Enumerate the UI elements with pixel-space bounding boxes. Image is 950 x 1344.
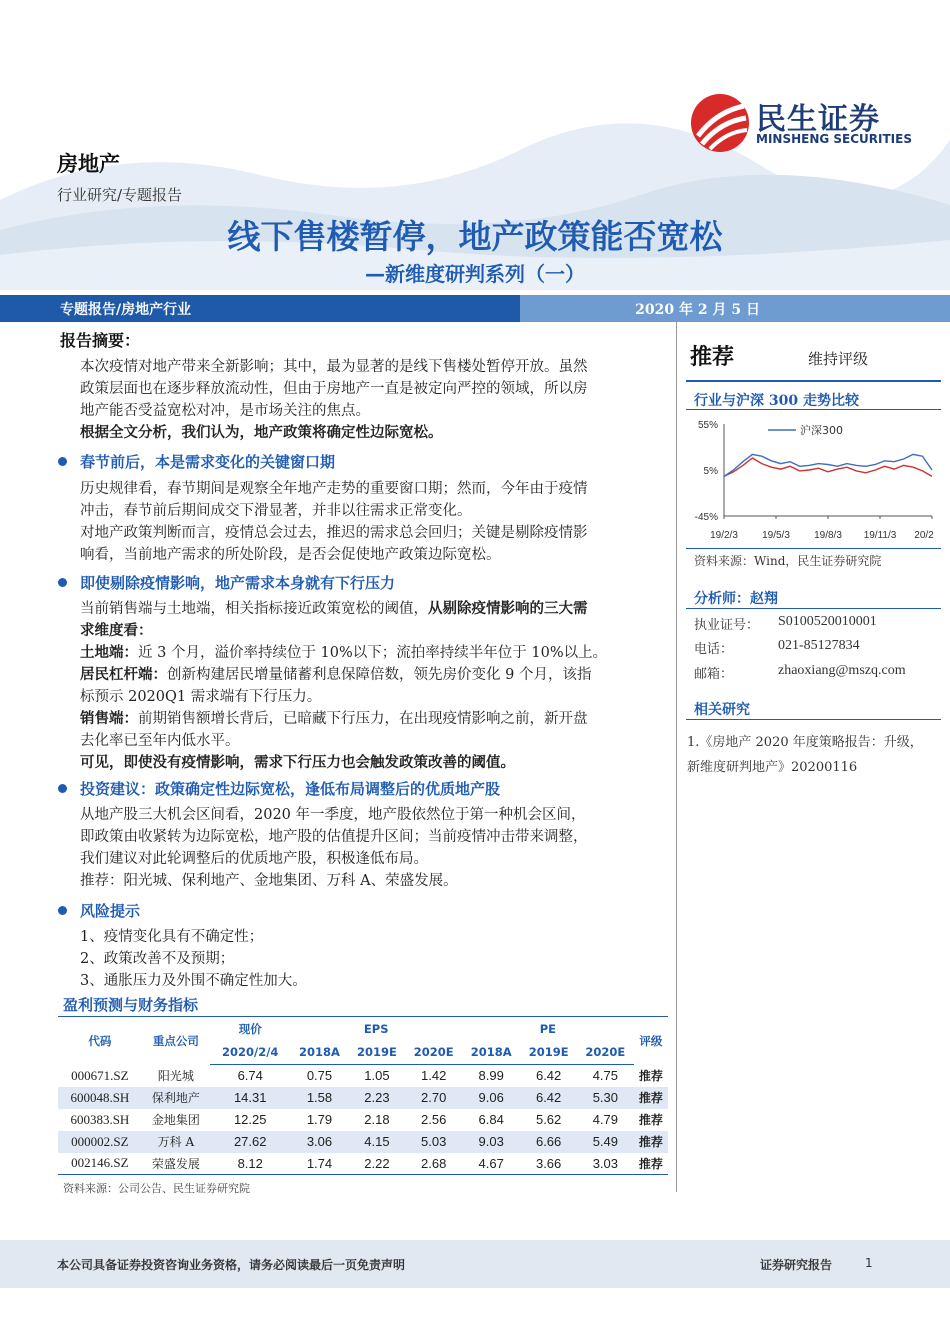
table-cell: 万科 A	[142, 1131, 210, 1153]
summary-heading: 报告摘要：	[60, 331, 141, 350]
section-3-title: 投资建议：政策确定性边际宽松，逢低布局调整后的优质地产股	[80, 780, 501, 798]
table-cell: 2.56	[421, 1112, 447, 1127]
summary-conclusion: 根据全文分析，我们认为，地产政策将确定性边际宽松。	[80, 424, 443, 441]
section-3-body: 从地产股三大机会区间看，2020 年一季度，地产股依然位于第一种机会区间， 即政策由收紧转为边际宽松，地产股的估值提升区间；当前疫情冲击带来调整， 我们建议对此轮调整后的优质地产股，积极逢低布局。 推荐：阳光城、保利地产、金地集团、万科 A、荣盛发展。	[80, 807, 588, 889]
table-cell: 推荐	[634, 1131, 668, 1153]
table-cell: 9.06	[462, 1087, 520, 1109]
report-title: 线下售楼暂停，地产政策能否宽松	[227, 217, 723, 256]
table-cell: 2.23	[349, 1087, 406, 1109]
column-divider	[676, 322, 677, 1192]
bullet-icon	[58, 784, 67, 793]
table-cell: 600383.SH	[70, 1111, 130, 1127]
x-tick-label: 19/5/3	[762, 530, 790, 541]
report-subtitle: —新维度研判系列（一）	[365, 262, 585, 286]
table-cell: 6.84	[478, 1112, 504, 1127]
table-row	[58, 1087, 668, 1109]
table-cell: 推荐	[634, 1087, 668, 1109]
table-cell: 阳光城	[157, 1069, 194, 1083]
list-item: 3、通胀压力及外围不确定性加大。	[80, 973, 307, 989]
table-cell: 保利地产	[142, 1087, 210, 1109]
table-cell: 1.74	[290, 1153, 348, 1175]
report-date: 2020 年 2 月 5 日	[635, 302, 760, 318]
table-cell: 荣盛发展	[142, 1153, 210, 1175]
table-cell: 6.42	[520, 1087, 577, 1109]
section-2-body: 当前销售端与土地端，相关指标接近政策宽松的阈值，从剔除疫情影响的三大需 求维度看： 土地端：近 3 个月，溢价率持续位于 10%以下；流拍率持续半年位于 10%以上。 居民杠杆端：创新构建居民增量储蓄利息保障倍数，领先房价变化 9 个月，该指 标预示 2020Q1 需求端有下行压力。 销售端：前期销售额增长背后，已暗藏下行压力，在出现疫情影响之前，新开盘 去化率已至年内低水平。 可见，即使没有疫情影响，需求下行压力也会触发政策改善的阈值。	[80, 600, 608, 771]
section-4-title: 风险提示	[80, 902, 141, 920]
table-cell: 5.49	[577, 1131, 634, 1153]
table-row	[58, 1131, 668, 1153]
table-cell: 3.66	[520, 1153, 577, 1175]
table-cell: 4.75	[592, 1068, 619, 1084]
col-company: 重点公司	[142, 1017, 210, 1065]
table-cell: 4.79	[592, 1112, 619, 1127]
col-eps: EPS	[290, 1017, 462, 1041]
table-cell: 27.62	[210, 1131, 290, 1153]
logo-text-en: MINSHENG SECURITIES	[756, 132, 912, 146]
trend-chart	[686, 414, 942, 546]
table-cell: 2.68	[405, 1153, 462, 1175]
list-item: 1、疫情变化具有不确定性；	[80, 929, 264, 945]
related-heading: 相关研究	[694, 702, 750, 718]
footer-disclaimer: 本公司具备证券投资咨询业务资格，请务必阅读最后一页免责声明	[57, 1258, 406, 1272]
col-rating: 评级	[634, 1017, 668, 1065]
table-cell: 14.31	[210, 1087, 290, 1109]
table-cell: 推荐	[634, 1153, 668, 1175]
bullet-icon	[58, 578, 67, 587]
table-cell: 600048.SH	[58, 1087, 142, 1109]
col-price: 现价	[210, 1017, 290, 1041]
table-cell: 1.58	[290, 1087, 348, 1109]
table-row	[58, 1109, 668, 1131]
table-cell: 4.67	[462, 1153, 520, 1175]
cert-label: 执业证号：	[694, 618, 760, 633]
y-tick-label: 55%	[697, 420, 718, 431]
table-cell: 2.70	[405, 1087, 462, 1109]
risk-list	[80, 926, 670, 992]
cert-value: S0100520010001	[778, 614, 877, 629]
logo-text-cn: 民生证券	[756, 102, 880, 137]
col-code: 代码	[58, 1017, 142, 1065]
table-cell: 3.06	[290, 1131, 348, 1153]
table-cell: 1.05	[364, 1068, 390, 1084]
table-cell: 推荐	[638, 1069, 663, 1083]
table-cell: 000671.SZ	[71, 1067, 129, 1083]
email-link[interactable]: zhaoxiang@mszq.com	[778, 663, 906, 678]
table-cell: 6.66	[520, 1131, 577, 1153]
table-cell: 8.12	[210, 1153, 290, 1175]
rating: 推荐	[690, 345, 735, 370]
table-cell: 1.42	[421, 1068, 447, 1084]
minsheng-logo	[690, 92, 920, 158]
analyst-heading: 分析师：赵翔	[694, 591, 778, 607]
footer-report-label: 证券研究报告	[760, 1258, 833, 1272]
page-number: 1	[865, 1256, 873, 1270]
related-report-link[interactable]: 1.《房地产 2020 年度策略报告：升级，	[687, 735, 923, 750]
y-tick-label: 5%	[703, 466, 718, 477]
table-cell: 推荐	[638, 1113, 663, 1127]
section-1-body: 历史规律看，春节期间是观察全年地产走势的重要窗口期；然而，今年由于疫情 冲击，春节前后期间成交下滑显著，并非以往需求正常变化。 对地产政策判断而言，疫情总会过去，推迟的需求总会回归；关键是剔除疫情影 响看，当前地产需求的所处阶段，是否会促使地产政策边际宽松。	[80, 481, 588, 563]
table-cell: 2.18	[364, 1112, 390, 1127]
chart-source: 资料来源：Wind，民生证券研究院	[694, 554, 882, 568]
report-type: 行业研究/专题报告	[57, 186, 183, 204]
table-cell: 5.62	[535, 1112, 562, 1127]
summary-intro: 本次疫情对地产带来全新影响；其中，最为显著的是线下售楼处暂停开放。虽然 政策层面也在逐步释放流动性，但由于房地产一直是被定向严控的领域，所以房 地产能否受益宽松对冲，是市场关注的焦点。 根据全文分析，我们认为，地产政策将确定性边际宽松。	[80, 356, 670, 444]
table-cell: 9.03	[462, 1131, 520, 1153]
col-price-date: 2020/2/4	[210, 1041, 290, 1065]
table-cell: 1.79	[306, 1112, 333, 1127]
table-cell: 6.74	[237, 1068, 263, 1084]
table-source: 资料来源：公司公告、民生证券研究院	[63, 1182, 250, 1195]
y-tick-label: -45%	[694, 512, 718, 523]
table-cell: 2.22	[349, 1153, 406, 1175]
table-cell: 3.03	[577, 1153, 634, 1175]
table-cell: 002146.SZ	[58, 1153, 142, 1175]
table-cell: 000002.SZ	[58, 1131, 142, 1153]
table-cell: 6.42	[535, 1068, 562, 1084]
table-cell: 5.30	[577, 1087, 634, 1109]
x-tick-label: 19/2/3	[710, 530, 738, 541]
rating-action: 维持评级	[808, 350, 869, 368]
financial-table: 代码 重点公司 现价 EPS PE 评级 2020/2/4 2018A 2019E 2020E 2018A 2019E 2020E 000671.SZ 阳光城 6.74 0.75 1.05 1.42 8.99 6.42 4.75 推荐 600048.SH 保利地产 14.31 1.58 2.23 2.70 9.06 6.42 5.30 推荐 600383.SH 金地集团 12.25 1.79 2.18 2.56 6.84 5.62 4.79 推荐 000002.SZ 万科 A 27.62 3.06 4.15 5.03 9.03 6.66 5.49 推荐 002146.SZ 荣盛发展 8.12 1.74 2.22 2.68 4.67 3.66 3.03 推荐	[58, 1016, 668, 1175]
x-tick-label: 19/11/3	[863, 530, 897, 541]
phone-value: 021-85127834	[778, 638, 860, 653]
chart-title: 行业与沪深 300 走势比较	[694, 393, 859, 409]
header-band	[0, 295, 950, 322]
series-line-沪深300	[724, 454, 932, 476]
table-cell: 5.03	[405, 1131, 462, 1153]
minsheng-logo-mark-icon	[690, 92, 750, 154]
list-item: 2、政策改善不及预期；	[80, 951, 235, 967]
table-row	[58, 1065, 668, 1087]
table-cell: 4.15	[349, 1131, 406, 1153]
section-2-title: 即使剔除疫情影响，地产需求本身就有下行压力	[80, 574, 396, 592]
table-cell: 8.99	[478, 1068, 504, 1084]
series-line-房地产	[724, 458, 932, 476]
bullet-icon	[58, 906, 67, 915]
page-footer	[0, 1240, 950, 1288]
phone-label: 电话：	[694, 642, 734, 657]
table-title: 盈利预测与财务指标	[63, 996, 199, 1014]
sector-label: 房地产	[57, 152, 120, 176]
related-report-link-cont[interactable]: 新维度研判地产》20200116	[687, 760, 858, 775]
email-label: 邮箱：	[694, 667, 734, 682]
table-cell: 0.75	[306, 1068, 333, 1084]
x-tick-label: 19/8/3	[814, 530, 842, 541]
legend-label: 沪深300	[800, 424, 843, 437]
table-row	[58, 1153, 668, 1175]
section-1-title: 春节前后，本是需求变化的关键窗口期	[80, 453, 336, 471]
x-tick-label: 20/2	[914, 530, 934, 541]
band-report-label: 专题报告/房地产行业	[60, 302, 192, 318]
table-cell: 金地集团	[151, 1113, 200, 1127]
col-pe: PE	[462, 1017, 634, 1041]
table-cell: 12.25	[233, 1112, 267, 1127]
bullet-icon	[58, 457, 67, 466]
